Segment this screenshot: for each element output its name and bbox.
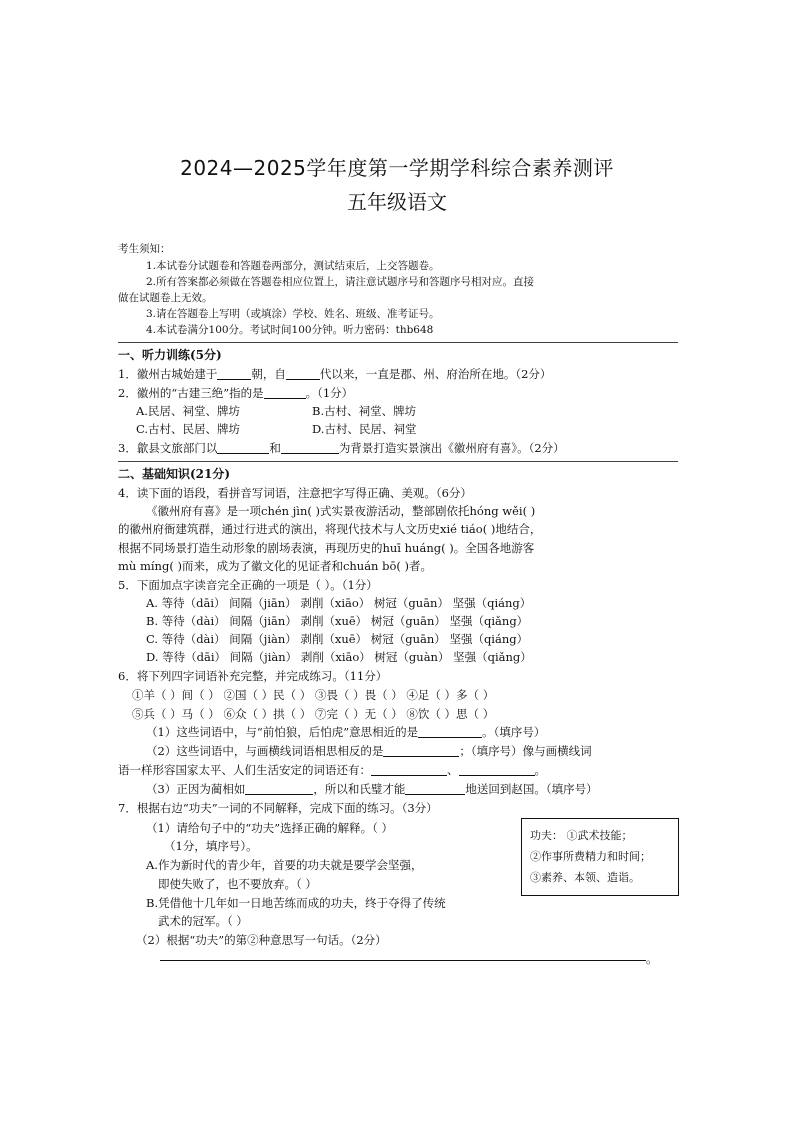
q6-sub-2-text-e: 。 <box>534 763 546 777</box>
q7-option-b-cont: 武术的冠军。（ ） <box>158 914 248 928</box>
question-4: 4．读下面的语段，看拼音写词语，注意把字写得正确、美观。（6分） <box>118 486 472 500</box>
q3-text-c: 为背景打造实景演出《徽州府有喜》。（2分） <box>338 441 565 455</box>
q6-sub-2-text-c: 语一样形容国家太平、人们生活安定的词语还有： <box>118 763 371 777</box>
q6-sub-2-cont <box>118 762 546 778</box>
notice-label: 考生须知： <box>118 243 171 255</box>
q6-sub-3-text-c: 地送回到赵国。（填序号） <box>465 782 598 796</box>
question-3 <box>118 440 565 456</box>
q3-text-b: 和 <box>269 441 281 455</box>
q4-passage-1: 《徽州府有喜》是一项chén jìn( )式实景夜游活动，整部剧依托hóng wěi( ) <box>146 504 536 518</box>
q6-sub-2-text-d: 、 <box>447 763 459 777</box>
q7-end-mark: 。 <box>646 952 659 966</box>
q2-text-b: 。（1分） <box>305 386 354 400</box>
section-1-heading: 一、听力训练(5分) <box>118 348 222 362</box>
q6-sub-2-blank-3[interactable] <box>459 763 535 776</box>
exam-subtitle: 五年级语文 <box>347 190 447 214</box>
q4-passage-3: 根据不同场景打造生动形象的剧场表演，再现历史的huī huáng( )。全国各地游客 <box>118 541 535 555</box>
q2-option-c: C.古村、民居、牌坊 <box>136 422 241 436</box>
q6-sub-3-text-a: （3）正因为蔺相如 <box>146 782 246 796</box>
divider <box>118 461 678 462</box>
q2-blank[interactable] <box>264 386 306 399</box>
notice-item-4: 4.本试卷满分100分。考试时间100分钟。听力密码：thb648 <box>146 324 434 336</box>
gongfu-definition-box <box>521 818 679 896</box>
q3-text-a: 3．歙县文旅部门以 <box>118 441 218 455</box>
section-2-heading: 二、基础知识(21分) <box>118 467 231 481</box>
q5-option-a: A. 等待（dāi） 间隔（jiān） 剥削（xiāo） 树冠（guān） 坚强（qiáng） <box>146 596 532 610</box>
q3-blank-2[interactable] <box>281 441 339 454</box>
q6-sub-1 <box>146 724 545 740</box>
question-5: 5．下面加点字读音完全正确的一项是（ ）。（1分） <box>118 578 378 592</box>
q2-option-b: B.古村、祠堂、牌坊 <box>312 404 417 418</box>
q7-option-b: B.凭借他十几年如一日地苦练而成的功夫，终于夺得了传统 <box>146 896 446 910</box>
q2-text-a: 2．徽州的“古建三绝”指的是 <box>118 386 264 400</box>
q6-sub-1-text-b: 。（填序号） <box>482 725 546 739</box>
q5-option-c: C. 等待（dài） 间隔（jiàn） 剥削（xuē） 树冠（guān） 坚强（qiáng） <box>146 632 529 646</box>
question-1 <box>118 366 551 382</box>
q6-sub-2-text-a: （2）这些词语中，与画横线词语相思相反的是 <box>146 744 384 758</box>
q6-sub-1-text-a: （1）这些词语中，与“前怕狼，后怕虎”意思相近的是 <box>146 725 419 739</box>
q6-sub-3 <box>146 781 598 797</box>
q6-idioms-row-2: ⑤兵（ ）马（ ） ⑥众（ ）拱（ ） ⑦完（ ）无（ ） ⑧饮（ ）思（ ） <box>132 707 495 721</box>
divider <box>118 342 678 343</box>
q7-sub-2: （2）根据“功夫”的第②种意思写一句话。（2分） <box>136 933 387 947</box>
notice-item-2: 2.所有答案都必须做在答题卷相应位置上，请注意试题序号和答题序号相对应。直接 <box>146 276 535 288</box>
q6-sub-3-blank-2[interactable] <box>405 782 465 795</box>
q7-sub-1: （1）请给句子中的“功夫”选择正确的解释。（ ） <box>146 821 393 835</box>
notice-item-1: 1.本试卷分试题卷和答题卷两部分，测试结束后，上交答题卷。 <box>146 260 440 272</box>
q2-option-a: A.民居、祠堂、牌坊 <box>136 404 240 418</box>
question-7: 7．根据右边“功夫”一词的不同解释，完成下面的练习。（3分） <box>118 801 438 815</box>
q6-sub-3-blank-1[interactable] <box>245 782 313 795</box>
exam-title: 2024—2025学年度第一学期学科综合素养测评 <box>180 156 614 180</box>
q7-option-a: A.作为新时代的青少年，首要的功夫就是要学会坚强， <box>146 858 423 872</box>
gloss-line-1: 功夫： ①武术技能； <box>530 829 633 842</box>
q5-option-b: B. 等待（dài） 间隔（jiān） 剥削（xuē） 树冠（guān） 坚强（qiǎng） <box>146 614 529 628</box>
q6-sub-1-blank[interactable] <box>418 725 482 738</box>
q7-option-a-cont: 即使失败了，也不要放弃。（ ） <box>158 877 317 891</box>
gloss-line-2: ②作事所费精力和时间； <box>530 850 651 863</box>
q4-passage-2: 的徽州府衙建筑群，通过行进式的演出，将现代技术与人文历史xié tiáo( )地结合， <box>118 522 542 536</box>
question-6: 6．将下列四字词语补充完整，并完成练习。（11分） <box>118 669 388 683</box>
q7-sub-1-cont: （1分，填序号）。 <box>164 839 258 853</box>
q1-blank-2[interactable] <box>286 367 320 380</box>
q6-sub-2 <box>146 743 592 759</box>
q3-blank-1[interactable] <box>217 441 269 454</box>
gloss-line-3: ③素养、本领、造诣。 <box>530 871 640 884</box>
q6-idioms-row-1: ①羊（ ）间（ ） ②国（ ）民（ ） ③畏（ ）畏（ ） ④足（ ）多（ ） <box>132 688 495 702</box>
q1-text-a: 1．徽州古城始建于 <box>118 367 218 381</box>
notice-item-3: 3.请在答题卷上写明（或填涂）学校、姓名、班级、准考证号。 <box>146 308 440 320</box>
q7-answer-line[interactable] <box>160 960 646 961</box>
question-2 <box>118 385 353 401</box>
q6-sub-3-text-b: ，所以和氏璧才能 <box>313 782 406 796</box>
q6-sub-2-blank-2[interactable] <box>371 763 447 776</box>
notice-item-2-cont: 做在试题卷上无效。 <box>118 292 213 304</box>
q2-option-d: D.古村、民居、祠堂 <box>312 422 417 436</box>
q1-text-b: 朝，自 <box>251 367 286 381</box>
q1-text-c: 代以来，一直是郡、州、府治所在地。（2分） <box>319 367 552 381</box>
q1-blank-1[interactable] <box>217 367 251 380</box>
q6-sub-2-text-b: ；（填序号）像与画横线词 <box>459 744 592 758</box>
q4-passage-4: mù míng( )而来，成为了徽文化的见证者和chuán bō( )者。 <box>118 559 433 573</box>
q6-sub-2-blank-1[interactable] <box>383 744 459 757</box>
q5-option-d: D. 等待（dāi） 间隔（jiàn） 剥削（xiāo） 树冠（guàn） 坚强（qiǎng） <box>146 650 532 664</box>
